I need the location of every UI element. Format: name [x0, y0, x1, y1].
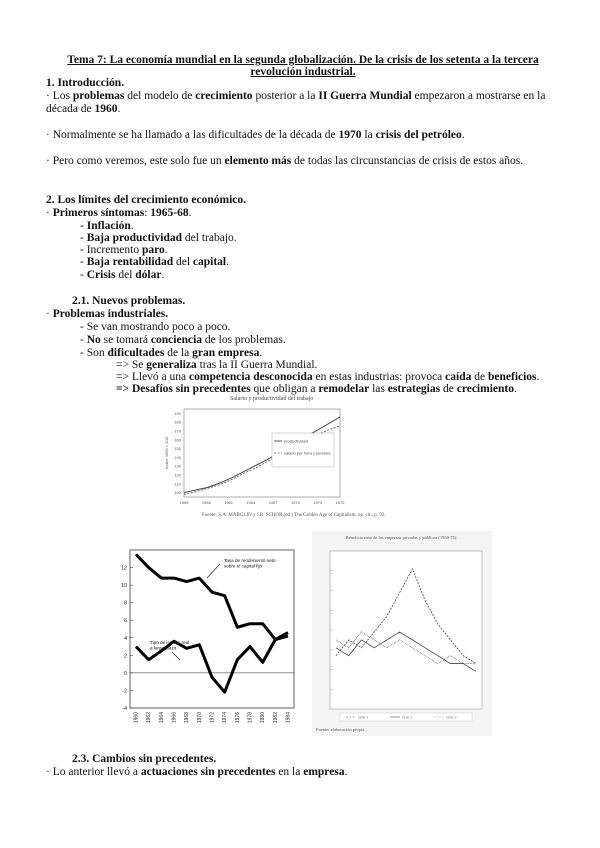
text-run: · Normalmente se ha llamado a las dificultades de la década de [46, 129, 339, 141]
figure-salary-productivity [160, 395, 386, 523]
text-run: elemento más [224, 155, 292, 167]
text-run: de los problemas. [202, 334, 286, 346]
s1-paragraph-1 [46, 89, 545, 103]
s21-item [80, 320, 230, 334]
text-run: 1965-68 [150, 207, 189, 219]
s2-first-symptoms [46, 206, 191, 220]
text-run: década de [46, 103, 95, 115]
s1-paragraph-2 [46, 128, 465, 142]
text-run: gran empresa [192, 347, 260, 359]
text-run: capital [192, 256, 227, 268]
text-run: se tomará [100, 334, 151, 346]
chart1-ytick: 120 [174, 472, 181, 478]
chart2-ytick: 10 [120, 583, 127, 590]
text-run: 1970 [338, 129, 362, 141]
chart1-xtick: 1958 [201, 500, 211, 505]
chart3-legend-label: serie 3 [446, 715, 457, 720]
chart2-xtick: 1974 [222, 712, 229, 724]
text-run: - [80, 220, 87, 232]
chart1-ytick: 130 [174, 463, 181, 469]
text-run: Crisis [86, 269, 116, 281]
chart1-ytick: 100 [174, 490, 181, 496]
chart3-legend-label: serie 1 [358, 715, 369, 720]
text-run: dólar [135, 269, 162, 281]
chart1-xtick: 1955 [179, 500, 189, 505]
chart2-ytick: 12 [120, 565, 127, 572]
chart2-ytick: -4 [122, 706, 127, 712]
text-run: empresa [303, 766, 345, 778]
chart1-ytick: 150 [174, 446, 181, 452]
chart2-ytick: 6 [123, 618, 127, 625]
chart2-ytick: -2 [122, 688, 127, 695]
text-run: Desafíos sin precedentes [131, 383, 251, 395]
text-run: - Se van mostrando poco a poco. [80, 321, 231, 333]
text-run: · Los [46, 90, 73, 102]
chart2-xtick: 1970 [196, 712, 203, 724]
text-run: . [259, 347, 263, 359]
s23-first [46, 765, 347, 779]
text-run: que obligan a [250, 383, 319, 395]
s21-item [80, 333, 286, 347]
chart2-ytick: 2 [123, 653, 127, 660]
chart3-caption: Fuente: elaboración propia. [316, 727, 366, 732]
text-run: Baja rentabilidad [86, 256, 174, 268]
text-run: Problemas industriales. [52, 308, 169, 320]
chart1-ytick: 180 [174, 419, 181, 425]
text-run: de la [164, 347, 193, 359]
text-run: del [173, 256, 193, 268]
text-run: del trabajo. [182, 232, 237, 244]
text-run: - [80, 256, 87, 268]
chart2-xtick: 1962 [146, 712, 153, 724]
text-run: del modelo de [124, 90, 196, 102]
chart2-annotation-return: Tasa de rendimiento neto sobre el capital fijo [224, 558, 276, 569]
section-2-3-heading: 2.3. Cambios sin precedentes. [72, 753, 217, 765]
chart2-xtick: 1960 [133, 712, 140, 724]
text-run: . [226, 256, 230, 268]
text-run: . [188, 207, 192, 219]
text-run: beneficios [487, 371, 537, 383]
chart1-ytick: 190 [174, 410, 181, 416]
chart3-frame [330, 551, 482, 709]
text-run: . [513, 383, 517, 395]
text-run: caída [445, 371, 472, 383]
text-run: - [80, 269, 87, 281]
text-run: No [86, 334, 101, 346]
chart2-xtick: 1966 [171, 712, 178, 724]
text-run: del [115, 269, 136, 281]
text-run: · [46, 308, 53, 320]
document-title: Tema 7: La economía mundial en la segunda globalización. De la crisis de los setenta a la tercera revolución industrial. [67, 54, 539, 78]
chart1-svg [160, 395, 350, 523]
chart1-xtick: 1961 [224, 500, 234, 505]
chart2-xtick: 1982 [272, 712, 279, 724]
text-run: => Llevó a una [116, 371, 190, 383]
figure-profits-scanned [312, 531, 492, 736]
chart1-xtick: 1970 [290, 500, 300, 505]
text-run: conciencia [150, 334, 203, 346]
text-run: · [46, 207, 53, 219]
text-run: Inflación [86, 220, 131, 232]
text-run: de todas las circunstancias de crisis de estos años. [291, 155, 524, 167]
text-run: competencia desconocida [189, 371, 313, 383]
text-run: : [144, 207, 151, 219]
text-run: problemas [72, 90, 125, 102]
text-run: posterior a la [252, 90, 319, 102]
s2-item [80, 268, 164, 282]
text-run: de [440, 383, 457, 395]
chart2-xtick: 1964 [158, 712, 165, 724]
text-run: en estas industrias: provoca [312, 371, 446, 383]
text-run: - Incremento [80, 244, 142, 256]
chart2-xtick: 1968 [184, 712, 191, 724]
s2-item [80, 255, 229, 269]
text-run: . [117, 103, 121, 115]
chart1-legend-label: productividad [284, 438, 308, 444]
chart1-title: Salario y productividad del trabajo [230, 396, 314, 402]
text-run: en la [275, 766, 304, 778]
text-run: - [80, 334, 87, 346]
chart1-xtick: 1976 [335, 500, 345, 505]
s21-first [46, 307, 168, 321]
text-run: . [536, 371, 540, 383]
chart1-ytick: 170 [174, 428, 181, 434]
text-run: . [130, 220, 134, 232]
chart1-ylabel: Índice 1955 = 100 [164, 437, 169, 469]
text-run: . [164, 244, 168, 256]
text-run: crisis del petróleo [375, 129, 462, 141]
text-run: Primeros síntomas [52, 207, 145, 219]
text-run: tras la II Guerra Mundial. [196, 359, 318, 371]
text-run: => [116, 383, 132, 395]
text-run: 1960 [94, 103, 118, 115]
text-run: dificultades [107, 347, 165, 359]
section-2-heading: 2. Los límites del crecimiento económico. [46, 194, 247, 206]
s1-paragraph-1-cont [46, 102, 120, 116]
text-run: . [161, 269, 165, 281]
figure-return-vs-interest [112, 542, 302, 734]
chart1-xtick: 1964 [246, 500, 256, 505]
chart1-ytick: 140 [174, 454, 181, 460]
text-run: de [471, 371, 488, 383]
s1-paragraph-3 [46, 154, 523, 168]
text-run: empezaron a mostrarse en la [411, 90, 546, 102]
chart1-legend-label: salario por hora y persona [284, 450, 331, 456]
chart3-legend-label: serie 2 [402, 715, 413, 720]
text-run: · Pero como veremos, este solo fue un [46, 155, 225, 167]
text-run: estrategias [387, 383, 441, 395]
text-run: . [461, 129, 465, 141]
section-1-heading: 1. Introducción. [46, 77, 125, 89]
text-run: => Se [116, 359, 147, 371]
chart1-xtick: 1973 [313, 500, 323, 505]
text-run: generaliza [146, 359, 197, 371]
text-run: · Lo anterior llevó a [46, 766, 141, 778]
chart3-svg [312, 531, 492, 736]
chart2-xtick: 1976 [234, 712, 241, 724]
text-run: crecimiento [195, 90, 253, 102]
chart2-ytick: 4 [123, 635, 127, 642]
text-run: actuaciones sin precedentes [140, 766, 276, 778]
text-run: la [361, 129, 376, 141]
chart1-ytick: 160 [174, 437, 181, 443]
chart2-xtick: 1984 [285, 712, 292, 724]
text-run: - Son [80, 347, 108, 359]
text-run: - [80, 232, 87, 244]
chart3-title: Beneficio neto de las empresas privadas y públicas (1950-75) [345, 535, 457, 540]
s21-arrow [116, 382, 517, 396]
chart2-annotation-interest: Tipo de interés real a largo plazo [150, 640, 190, 651]
chart2-xtick: 1978 [247, 712, 254, 724]
chart2-ytick: 0 [123, 670, 127, 677]
text-run: crecimiento [456, 383, 514, 395]
chart2-xtick: 1980 [260, 712, 267, 724]
text-run: Baja productividad [86, 232, 183, 244]
chart2-svg [112, 542, 302, 734]
text-run: II Guerra Mundial [318, 90, 412, 102]
chart1-caption: Fuente: S.A. MARGLIN y J.B. SCHOR (ed.) The Golden Age of Capitalism, op. cit., p. 93. [202, 513, 386, 518]
section-2-1-heading: 2.1. Nuevos problemas. [72, 295, 186, 307]
chart2-xtick: 1972 [209, 712, 216, 724]
text-run: paro [141, 244, 165, 256]
chart1-ytick: 110 [174, 481, 181, 487]
chart2-ytick: 8 [123, 600, 127, 607]
text-run: . [344, 766, 348, 778]
text-run: remodelar [318, 383, 370, 395]
chart1-xtick: 1967 [268, 500, 278, 505]
text-run: las [369, 383, 388, 395]
